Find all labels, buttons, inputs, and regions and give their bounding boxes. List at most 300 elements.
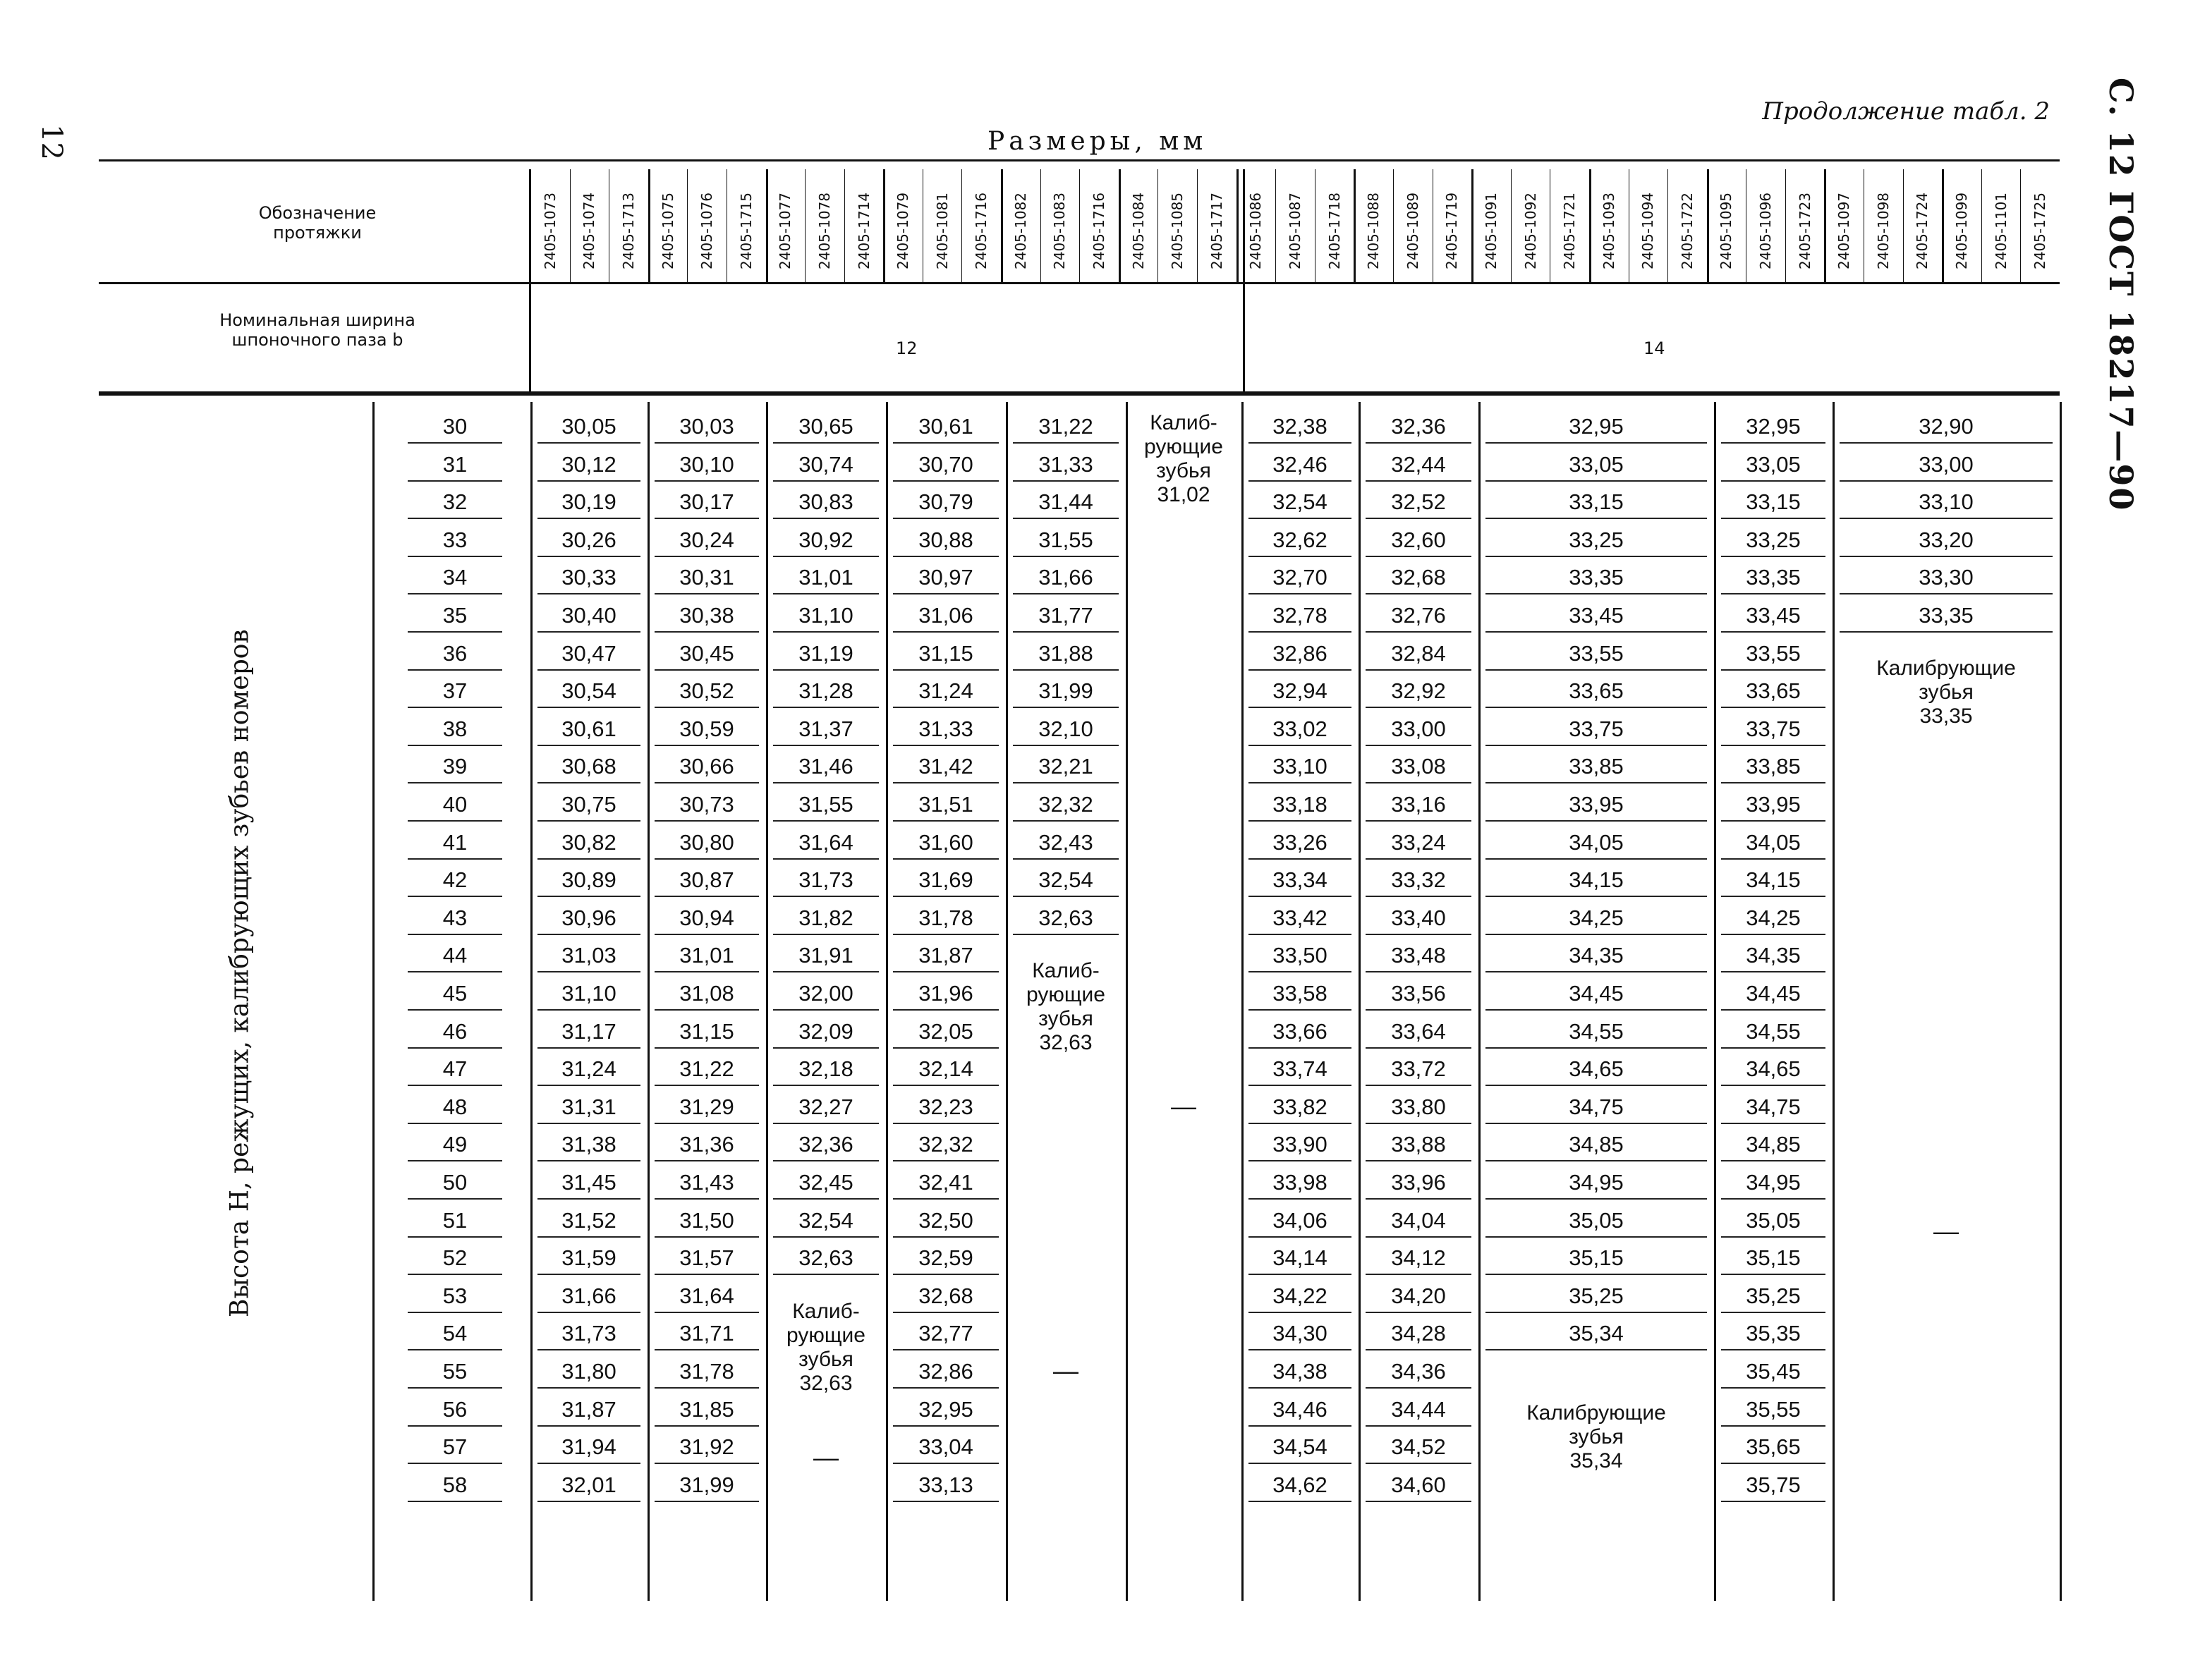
table-cell: 33,10 — [1272, 754, 1327, 779]
table-cell: 31,33 — [918, 716, 973, 741]
table-cell: 33,42 — [1272, 905, 1327, 930]
table-cell: 31,51 — [918, 792, 973, 817]
row-rule — [773, 442, 879, 444]
table-cell: 33,04 — [918, 1434, 973, 1460]
table-cell: 31,01 — [798, 565, 853, 590]
row-rule — [1366, 1312, 1471, 1313]
calibrating-teeth-note: Калибрующие зубья 35,34 — [1526, 1401, 1666, 1473]
table-cell: 33,18 — [1272, 792, 1327, 817]
row-rule — [1721, 745, 1825, 746]
table-cell: 31,08 — [679, 981, 734, 1006]
code-divider — [1981, 169, 1982, 282]
row-rule — [1485, 707, 1707, 708]
code-divider — [1785, 169, 1786, 282]
page-number: 12 — [35, 124, 68, 160]
table-cell: 31,73 — [561, 1321, 616, 1346]
units-label: Размеры, мм — [988, 127, 1208, 156]
table-cell: 30,83 — [798, 489, 853, 515]
row-rule — [1366, 442, 1471, 444]
row-rule — [1248, 1085, 1351, 1086]
row-rule — [655, 1198, 759, 1200]
table-cell: 31,55 — [1038, 527, 1093, 552]
table-cell: 35,05 — [1569, 1207, 1624, 1233]
row-rule — [893, 480, 999, 482]
column-line — [1126, 402, 1128, 1601]
row-rule — [773, 707, 879, 708]
row-number: 35 — [442, 603, 468, 628]
row-rule — [1366, 1236, 1471, 1238]
table-cell: 30,05 — [561, 414, 616, 439]
row-rule — [655, 442, 759, 444]
row-rule — [893, 556, 999, 557]
table-cell: 30,74 — [798, 451, 853, 477]
row-rule — [1248, 1501, 1351, 1502]
table-cell: 31,91 — [798, 943, 853, 968]
row-rule — [655, 1387, 759, 1389]
table-cell: 30,40 — [561, 603, 616, 628]
code-divider — [766, 169, 768, 282]
table-cell: 31,10 — [798, 603, 853, 628]
table-cell: 30,94 — [679, 905, 734, 930]
calibrating-teeth-note: Калиб- рующие зубья 32,63 — [786, 1299, 865, 1395]
table-cell: 31,03 — [561, 943, 616, 968]
row-rule — [1721, 1274, 1825, 1275]
row-rule — [773, 1274, 879, 1275]
table-cell: 31,73 — [798, 867, 853, 893]
table-cell: 32,59 — [918, 1245, 973, 1271]
row-rule — [1721, 1425, 1825, 1427]
table-cell: 31,85 — [679, 1396, 734, 1422]
row-rule — [1485, 858, 1707, 860]
code-2405-1717: 2405-1717 — [1208, 193, 1225, 270]
row-number: 37 — [442, 678, 468, 704]
table-cell: 30,70 — [918, 451, 973, 477]
table-cell: 33,35 — [1569, 565, 1624, 590]
row-rule — [773, 745, 879, 746]
row-rule — [655, 631, 759, 633]
table-cell: 30,75 — [561, 792, 616, 817]
table-cell: 34,38 — [1272, 1359, 1327, 1384]
table-cell: 34,65 — [1746, 1056, 1801, 1082]
table-cell: 30,79 — [918, 489, 973, 515]
table-cell: 30,82 — [561, 829, 616, 855]
row-rule — [1366, 669, 1471, 671]
table-cell: 30,68 — [561, 754, 616, 779]
row-number: 52 — [442, 1245, 468, 1271]
table-cell: 32,44 — [1391, 451, 1446, 477]
row-rule — [1721, 896, 1825, 897]
row-rule — [408, 593, 502, 594]
row-rule — [1366, 707, 1471, 708]
row-rule — [537, 1274, 640, 1275]
code-divider — [1942, 169, 1944, 282]
row-rule — [1721, 669, 1825, 671]
row-rule — [1485, 745, 1707, 746]
row-rule — [893, 1198, 999, 1200]
table-cell: 30,03 — [679, 414, 734, 439]
table-cell: 33,05 — [1746, 451, 1801, 477]
row-rule — [893, 1425, 999, 1427]
table-cell: 32,23 — [918, 1094, 973, 1119]
table-cell: 34,55 — [1746, 1018, 1801, 1044]
width-value-12: 12 — [896, 339, 918, 358]
table-cell: 34,36 — [1391, 1359, 1446, 1384]
table-cell: 32,21 — [1038, 754, 1093, 779]
row-rule — [1721, 442, 1825, 444]
row-rule — [773, 593, 879, 594]
row-rule — [1366, 745, 1471, 746]
row-rule — [1485, 896, 1707, 897]
row-rule — [537, 556, 640, 557]
row-number: 57 — [442, 1434, 468, 1460]
table-cell: 31,82 — [798, 905, 853, 930]
row-rule — [655, 745, 759, 746]
table-cell: 31,88 — [1038, 640, 1093, 666]
table-cell: 34,06 — [1272, 1207, 1327, 1233]
table-cell: 31,92 — [679, 1434, 734, 1460]
row-rule — [773, 556, 879, 557]
table-cell: 33,45 — [1569, 603, 1624, 628]
row-number: 40 — [442, 792, 468, 817]
row-rule — [1013, 707, 1119, 708]
table-cell: 33,55 — [1746, 640, 1801, 666]
row-rule — [893, 1274, 999, 1275]
table-cell: 34,75 — [1569, 1094, 1624, 1119]
row-rule — [1721, 707, 1825, 708]
code-divider — [1236, 169, 1239, 282]
table-cell: 34,20 — [1391, 1283, 1446, 1308]
row-rule — [655, 1085, 759, 1086]
row-rule — [1840, 442, 2053, 444]
code-2405-1082: 2405-1082 — [1011, 193, 1029, 270]
row-rule — [893, 858, 999, 860]
row-number: 47 — [442, 1056, 468, 1082]
row-rule — [1248, 1160, 1351, 1161]
calibrating-teeth-note: Калиб- рующие зубья 32,63 — [1026, 959, 1105, 1055]
table-cell: 33,88 — [1391, 1132, 1446, 1157]
table-cell: 30,19 — [561, 489, 616, 515]
row-rule — [655, 1160, 759, 1161]
code-divider — [1393, 169, 1394, 282]
row-rule — [1013, 782, 1119, 783]
row-rule — [537, 782, 640, 783]
table-cell: 32,38 — [1272, 414, 1327, 439]
table-cell: 30,31 — [679, 565, 734, 590]
code-2405-1088: 2405-1088 — [1365, 193, 1382, 270]
table-cell: 33,50 — [1272, 943, 1327, 968]
table-cell: 33,55 — [1569, 640, 1624, 666]
row-rule — [408, 1501, 502, 1502]
row-rule — [408, 1160, 502, 1161]
row-rule — [893, 1349, 999, 1350]
nominal-width-header: Номинальная ширина шпоночного паза b — [219, 310, 415, 350]
table-cell: 32,60 — [1391, 527, 1446, 552]
table-cell: 33,56 — [1391, 981, 1446, 1006]
code-2405-1714: 2405-1714 — [855, 193, 873, 270]
table-cell: 33,08 — [1391, 754, 1446, 779]
row-rule — [1013, 858, 1119, 860]
code-2405-1094: 2405-1094 — [1639, 193, 1657, 270]
row-rule — [1248, 518, 1351, 519]
row-rule — [537, 1236, 640, 1238]
table-cell: 32,54 — [1038, 867, 1093, 893]
code-2405-1075: 2405-1075 — [659, 193, 676, 270]
row-number: 49 — [442, 1132, 468, 1157]
table-cell: 30,61 — [918, 414, 973, 439]
row-rule — [893, 593, 999, 594]
table-cell: 31,22 — [1038, 414, 1093, 439]
row-rule — [1840, 631, 2053, 633]
row-rule — [773, 1047, 879, 1049]
code-2405-1095: 2405-1095 — [1718, 193, 1735, 270]
row-rule — [1248, 1312, 1351, 1313]
table-cell: 33,25 — [1746, 527, 1801, 552]
row-rule — [655, 1425, 759, 1427]
table-cell: 32,76 — [1391, 603, 1446, 628]
table-cell: 31,28 — [798, 678, 853, 704]
row-rule — [408, 1312, 502, 1313]
table-cell: 31,99 — [1038, 678, 1093, 704]
table-cell: 31,31 — [561, 1094, 616, 1119]
document-title: С. 12 ГОСТ 18217—90 — [2102, 78, 2140, 512]
row-rule — [893, 782, 999, 783]
table-cell: 33,34 — [1272, 867, 1327, 893]
row-rule — [773, 1236, 879, 1238]
table-cell: 31,59 — [561, 1245, 616, 1271]
code-2405-1089: 2405-1089 — [1404, 193, 1421, 270]
row-rule — [893, 518, 999, 519]
row-rule — [1013, 480, 1119, 482]
table-cell: 31,44 — [1038, 489, 1093, 515]
row-rule — [1721, 1501, 1825, 1502]
table-cell: 33,82 — [1272, 1094, 1327, 1119]
code-2405-1724: 2405-1724 — [1914, 193, 1931, 270]
row-number: 43 — [442, 905, 468, 930]
table-cell: 34,52 — [1391, 1434, 1446, 1460]
table-cell: 33,32 — [1391, 867, 1446, 893]
table-cell: 32,95 — [1569, 414, 1624, 439]
code-divider — [648, 169, 650, 282]
designation-header: Обозначение протяжки — [258, 203, 377, 243]
table-cell: 33,26 — [1272, 829, 1327, 855]
table-cell: 32,05 — [918, 1018, 973, 1044]
row-rule — [1366, 1274, 1471, 1275]
row-rule — [655, 858, 759, 860]
row-rule — [1721, 934, 1825, 935]
table-cell: 33,35 — [1746, 565, 1801, 590]
row-rule — [1366, 1047, 1471, 1049]
table-cell: 34,85 — [1569, 1132, 1624, 1157]
row-rule — [1366, 631, 1471, 633]
row-rule — [1721, 820, 1825, 822]
row-rule — [1248, 707, 1351, 708]
row-number: 55 — [442, 1359, 468, 1384]
row-number: 58 — [442, 1472, 468, 1497]
table-cell: 31,87 — [561, 1396, 616, 1422]
table-cell: 33,35 — [1919, 603, 1974, 628]
row-rule — [537, 971, 640, 972]
table-cell: 30,26 — [561, 527, 616, 552]
row-rule — [1013, 518, 1119, 519]
table-cell: 32,01 — [561, 1472, 616, 1497]
table-cell: 34,75 — [1746, 1094, 1801, 1119]
table-cell: 35,05 — [1746, 1207, 1801, 1233]
row-rule — [1485, 556, 1707, 557]
table-cell: 30,10 — [679, 451, 734, 477]
row-rule — [893, 1501, 999, 1502]
table-cell: 31,43 — [679, 1170, 734, 1195]
table-cell: 33,16 — [1391, 792, 1446, 817]
row-rule — [1248, 1425, 1351, 1427]
table-cell: 34,30 — [1272, 1321, 1327, 1346]
row-rule — [1013, 442, 1119, 444]
row-rule — [893, 631, 999, 633]
table-cell: 31,37 — [798, 716, 853, 741]
row-rule — [1721, 1123, 1825, 1124]
table-cell: 33,98 — [1272, 1170, 1327, 1195]
row-rule — [1013, 745, 1119, 746]
table-cell: 30,65 — [798, 414, 853, 439]
row-rule — [773, 631, 879, 633]
row-rule — [1366, 1160, 1471, 1161]
row-rule — [1013, 593, 1119, 594]
row-rule — [893, 1160, 999, 1161]
row-rule — [408, 669, 502, 671]
row-rule — [1721, 782, 1825, 783]
table-cell: 30,52 — [679, 678, 734, 704]
table-cell: 33,75 — [1746, 716, 1801, 741]
table-cell: 32,84 — [1391, 640, 1446, 666]
row-rule — [1721, 1312, 1825, 1313]
table-cell: 34,12 — [1391, 1245, 1446, 1271]
table-cell: 31,38 — [561, 1132, 616, 1157]
table-cell: 32,70 — [1272, 565, 1327, 590]
table-cell: 32,90 — [1919, 414, 1974, 439]
table-cell: 34,95 — [1746, 1170, 1801, 1195]
table-cell: 33,80 — [1391, 1094, 1446, 1119]
row-rule — [773, 858, 879, 860]
code-2405-1716: 2405-1716 — [1090, 193, 1108, 270]
row-rule — [1485, 1160, 1707, 1161]
row-rule — [408, 707, 502, 708]
row-rule — [1485, 782, 1707, 783]
code-divider — [687, 169, 688, 282]
row-rule — [537, 1425, 640, 1427]
row-rule — [1366, 1387, 1471, 1389]
row-rule — [893, 1085, 999, 1086]
code-2405-1725: 2405-1725 — [2031, 193, 2049, 270]
row-rule — [408, 480, 502, 482]
table-cell: 31,24 — [561, 1056, 616, 1082]
row-rule — [1366, 858, 1471, 860]
table-cell: 32,78 — [1272, 603, 1327, 628]
table-cell: 32,45 — [798, 1170, 853, 1195]
calibrating-teeth-note: Калиб- рующие зубья 31,02 — [1144, 411, 1223, 506]
table-cell: 31,64 — [798, 829, 853, 855]
row-rule — [655, 782, 759, 783]
row-rule — [1721, 556, 1825, 557]
calibrating-teeth-note: Калибрующие зубья 33,35 — [1876, 657, 2016, 728]
row-rule — [408, 1387, 502, 1389]
row-rule — [1485, 593, 1707, 594]
row-rule — [773, 1009, 879, 1011]
table-cell: 33,85 — [1569, 754, 1624, 779]
row-rule — [1248, 1009, 1351, 1011]
table-cell: 33,30 — [1919, 565, 1974, 590]
table-cell: 32,95 — [1746, 414, 1801, 439]
row-rule — [537, 518, 640, 519]
row-rule — [408, 782, 502, 783]
table-cell: 33,90 — [1272, 1132, 1327, 1157]
table-cell: 30,73 — [679, 792, 734, 817]
code-divider — [1040, 169, 1041, 282]
row-rule — [773, 934, 879, 935]
table-cell: 31,42 — [918, 754, 973, 779]
row-rule — [1248, 1198, 1351, 1200]
row-rule — [537, 480, 640, 482]
table-cell: 33,75 — [1569, 716, 1624, 741]
code-2405-1093: 2405-1093 — [1600, 193, 1617, 270]
code-2405-1718: 2405-1718 — [1325, 193, 1343, 270]
row-rule — [655, 669, 759, 671]
row-rule — [408, 1009, 502, 1011]
table-cell: 32,00 — [798, 981, 853, 1006]
table-cell: 30,96 — [561, 905, 616, 930]
row-rule — [537, 896, 640, 897]
table-cell: 35,75 — [1746, 1472, 1801, 1497]
table-cell: 31,52 — [561, 1207, 616, 1233]
code-2405-1721: 2405-1721 — [1561, 193, 1579, 270]
table-cell: 31,36 — [679, 1132, 734, 1157]
table-cell: 32,10 — [1038, 716, 1093, 741]
row-rule — [408, 1085, 502, 1086]
row-rule — [1721, 518, 1825, 519]
row-rule — [655, 518, 759, 519]
table-cell: 34,54 — [1272, 1434, 1327, 1460]
row-rule — [893, 1009, 999, 1011]
table-cell: 31,19 — [798, 640, 853, 666]
row-rule — [1840, 480, 2053, 482]
table-cell: 31,71 — [679, 1321, 734, 1346]
table-cell: 31,55 — [798, 792, 853, 817]
row-rule — [893, 934, 999, 935]
code-2405-1076: 2405-1076 — [698, 193, 716, 270]
code-2405-1098: 2405-1098 — [1874, 193, 1892, 270]
code-2405-1091: 2405-1091 — [1482, 193, 1500, 270]
row-rule — [1366, 934, 1471, 935]
table-cell: 30,89 — [561, 867, 616, 893]
empty-dash: — — [1171, 1091, 1196, 1121]
code-2405-1099: 2405-1099 — [1953, 193, 1971, 270]
code-2405-1074: 2405-1074 — [581, 193, 598, 270]
row-rule — [655, 707, 759, 708]
row-rule — [1721, 1349, 1825, 1350]
row-rule — [1248, 782, 1351, 783]
row-rule — [408, 442, 502, 444]
table-cell: 34,05 — [1746, 829, 1801, 855]
code-2405-1073: 2405-1073 — [541, 193, 559, 270]
table-cell: 30,97 — [918, 565, 973, 590]
code-2405-1081: 2405-1081 — [933, 193, 951, 270]
table-cell: 31,66 — [561, 1283, 616, 1308]
table-cell: 31,80 — [561, 1359, 616, 1384]
table-cell: 32,27 — [798, 1094, 853, 1119]
row-rule — [893, 820, 999, 822]
table-cell: 30,59 — [679, 716, 734, 741]
row-rule — [1840, 556, 2053, 557]
row-rule — [408, 1274, 502, 1275]
table-cell: 33,25 — [1569, 527, 1624, 552]
